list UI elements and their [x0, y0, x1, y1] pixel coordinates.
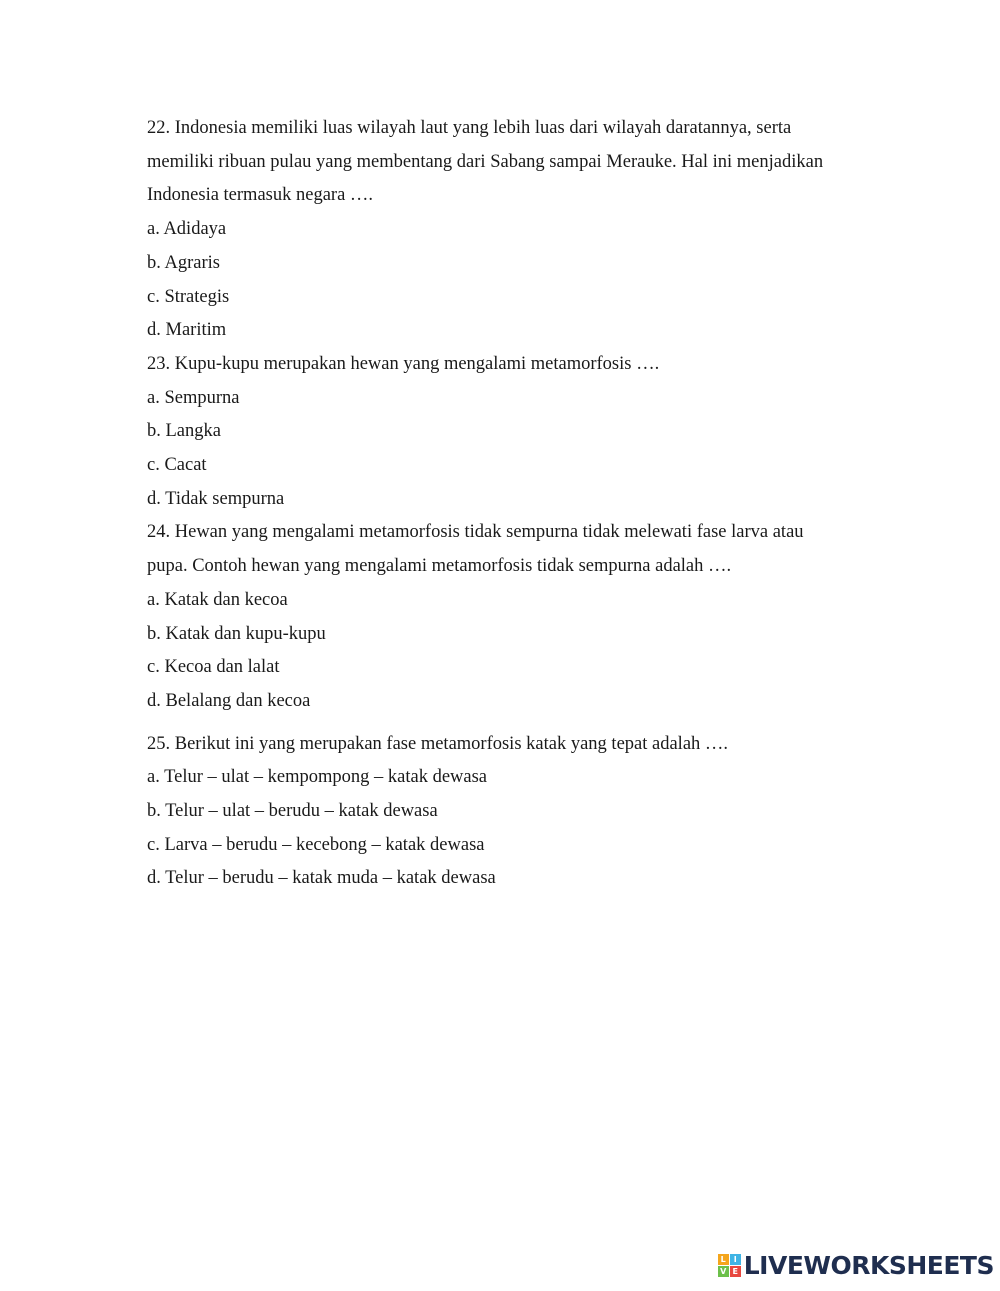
question-23: [147, 348, 877, 517]
logo-letter-l: L: [718, 1254, 729, 1265]
brand-wordmark: LIVEWORKSHEETS: [743, 1250, 994, 1280]
question-text-line: Indonesia termasuk negara ….: [147, 185, 374, 206]
question-22: [147, 112, 877, 348]
question-text-line: 22. Indonesia memiliki luas wilayah laut yang lebih luas dari wilayah daratannya, serta: [147, 118, 792, 138]
logo-letter-i: I: [730, 1254, 741, 1265]
question-text-line: pupa. Contoh hewan yang mengalami metamorfosis tidak sempurna adalah ….: [147, 556, 732, 577]
option-b: b. Telur – ulat – berudu – katak dewasa: [147, 801, 438, 822]
option-a: a. Adidaya: [147, 219, 227, 240]
liveworksheets-logo-icon: [718, 1254, 741, 1277]
option-d: d. Tidak sempurna: [147, 488, 285, 509]
option-d: d. Belalang dan kecoa: [147, 690, 311, 711]
option-a: a. Sempurna: [147, 387, 240, 408]
option-c: c. Larva – berudu – kecebong – katak dewasa: [147, 834, 485, 855]
option-a: a. Telur – ulat – kempompong – katak dewasa: [147, 767, 488, 788]
option-c: c. Strategis: [147, 286, 230, 307]
logo-letter-e: E: [730, 1266, 741, 1277]
option-d: d. Telur – berudu – katak muda – katak dewasa: [147, 868, 496, 889]
option-b: b. Katak dan kupu-kupu: [147, 623, 326, 644]
question-text-line: 25. Berikut ini yang merupakan fase metamorfosis katak yang tepat adalah ….: [147, 733, 729, 754]
option-c: c. Kecoa dan lalat: [147, 657, 280, 678]
option-c: c. Cacat: [147, 455, 207, 476]
question-text-line: 24. Hewan yang mengalami metamorfosis tidak sempurna tidak melewati fase larva atau: [147, 522, 804, 543]
question-text-line: 23. Kupu-kupu merupakan hewan yang mengalami metamorfosis ….: [147, 353, 660, 374]
worksheet-content: [147, 112, 877, 896]
question-24: [147, 516, 877, 718]
logo-letter-v: V: [718, 1266, 729, 1277]
option-a: a. Katak dan kecoa: [147, 589, 288, 610]
liveworksheets-brand: [718, 1247, 994, 1283]
option-b: b. Agraris: [147, 252, 220, 273]
option-d: d. Maritim: [147, 320, 227, 341]
question-25: [147, 728, 877, 897]
option-b: b. Langka: [147, 421, 221, 442]
question-text-line: memiliki ribuan pulau yang membentang dari Sabang sampai Merauke. Hal ini menjadikan: [147, 151, 824, 172]
